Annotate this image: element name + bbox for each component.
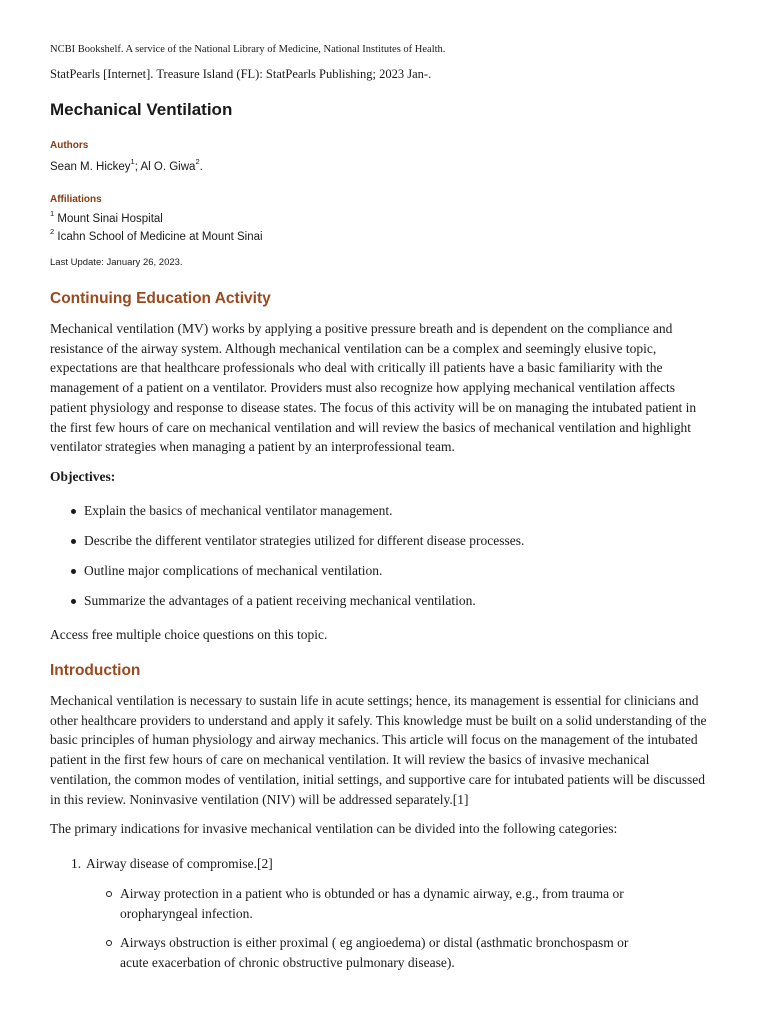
objective-item [50, 501, 690, 531]
sub-item [50, 884, 650, 923]
affiliation-text: Icahn School of Medicine at Mount Sinai [57, 231, 263, 243]
ce-activity-heading: Continuing Education Activity [50, 290, 271, 307]
introduction-paragraph: Mechanical ventilation is necessary to sustain life in acute settings; hence, its management is essential for clinicians and other healthcare providers to understand and apply it safely. This knowledge must be built on a solid understanding of the basic principles of human physiology and airway mechanics. This article will focus on the management of the intubated patient in the first few hours of care on mechanical ventilation. It will review the basics of invasive mechanical ventilation, the common modes of ventilation, initial settings, and supportive care for intubated patients will be discussed in this review. Noninvasive ventilation (NIV) will be addressed separately.[1] [50, 693, 707, 807]
citation-line: StatPearls [Internet]. Treasure Island (FL): StatPearls Publishing; 2023 Jan-. [50, 67, 432, 81]
sub-item [50, 933, 650, 972]
bullet-icon [71, 569, 76, 574]
author-affiliation-marker: 1 [130, 157, 135, 167]
indication-sublist [50, 884, 650, 983]
introduction-heading: Introduction [50, 662, 141, 679]
affiliation-marker: 2 [50, 227, 55, 237]
objective-text: Explain the basics of mechanical ventilator management. [84, 503, 393, 518]
indications-paragraph: The primary indications for invasive mechanical ventilation can be divided into the following categories: [50, 821, 618, 836]
affiliations-label: Affiliations [50, 194, 102, 205]
affiliation-marker: 1 [50, 209, 55, 219]
circle-bullet-icon [106, 891, 112, 897]
affiliation-item [50, 209, 163, 227]
objective-text: Summarize the advantages of a patient receiving mechanical ventilation. [84, 593, 476, 608]
objective-item [50, 561, 690, 591]
indication-item [50, 854, 690, 874]
objective-text: Describe the different ventilator strategies utilized for different disease processes. [84, 533, 525, 548]
author-name[interactable]: Sean M. Hickey [50, 161, 131, 173]
bullet-icon [71, 599, 76, 604]
last-update: Last Update: January 26, 2023. [50, 257, 183, 268]
sub-item-text: Airway protection in a patient who is obtunded or has a dynamic airway, e.g., from trauma or oropharyngeal infection. [120, 886, 624, 921]
bullet-icon [71, 509, 76, 514]
author-separator: ; [134, 161, 141, 173]
sub-item-text: Airways obstruction is either proximal ( eg angioedema) or distal (asthmatic bronchospasm or acute exacerbation of chronic obstructive pulmonary disease). [120, 935, 629, 971]
authors-trailing: . [199, 161, 203, 173]
affiliation-item [50, 227, 263, 245]
authors-line [50, 157, 203, 175]
author-affiliation-marker: 2 [195, 157, 200, 167]
objectives-list [50, 501, 690, 621]
objective-text: Outline major complications of mechanical ventilation. [84, 563, 383, 578]
mcq-access-link[interactable]: Access free multiple choice questions on this topic. [50, 627, 328, 642]
circle-bullet-icon [106, 940, 112, 946]
ncbi-bookshelf-notice: NCBI Bookshelf. A service of the National Library of Medicine, National Institutes of Health. [50, 44, 446, 55]
objectives-label: Objectives: [50, 469, 116, 484]
affiliation-text: Mount Sinai Hospital [57, 213, 163, 225]
list-number: 1. [71, 856, 82, 871]
objective-item [50, 591, 690, 621]
objective-item [50, 531, 690, 561]
ce-activity-paragraph: Mechanical ventilation (MV) works by applying a positive pressure breath and is dependent on the compliance and resistance of the airway system. Although mechanical ventilation can be a complex and seemingly elusive topic, expectations are that healthcare professionals who deal with critically ill patients have a basic familiarity with the management of a patient on a ventilator. Providers must also recognize how applying mechanical ventilation affects patient physiology and response to disease states. The focus of this activity will be on managing the intubated patient in the first few hours of care on mechanical ventilation and will review the basics of mechanical ventilation and highlight ventilator strategies when managing a patient by an interprofessional team. [50, 321, 697, 455]
indication-text: Airway disease of compromise.[2] [86, 856, 273, 871]
authors-label: Authors [50, 140, 89, 151]
author-name[interactable]: Al O. Giwa [140, 161, 196, 173]
page-title: Mechanical Ventilation [50, 100, 233, 119]
bullet-icon [71, 539, 76, 544]
indications-list [50, 854, 690, 874]
